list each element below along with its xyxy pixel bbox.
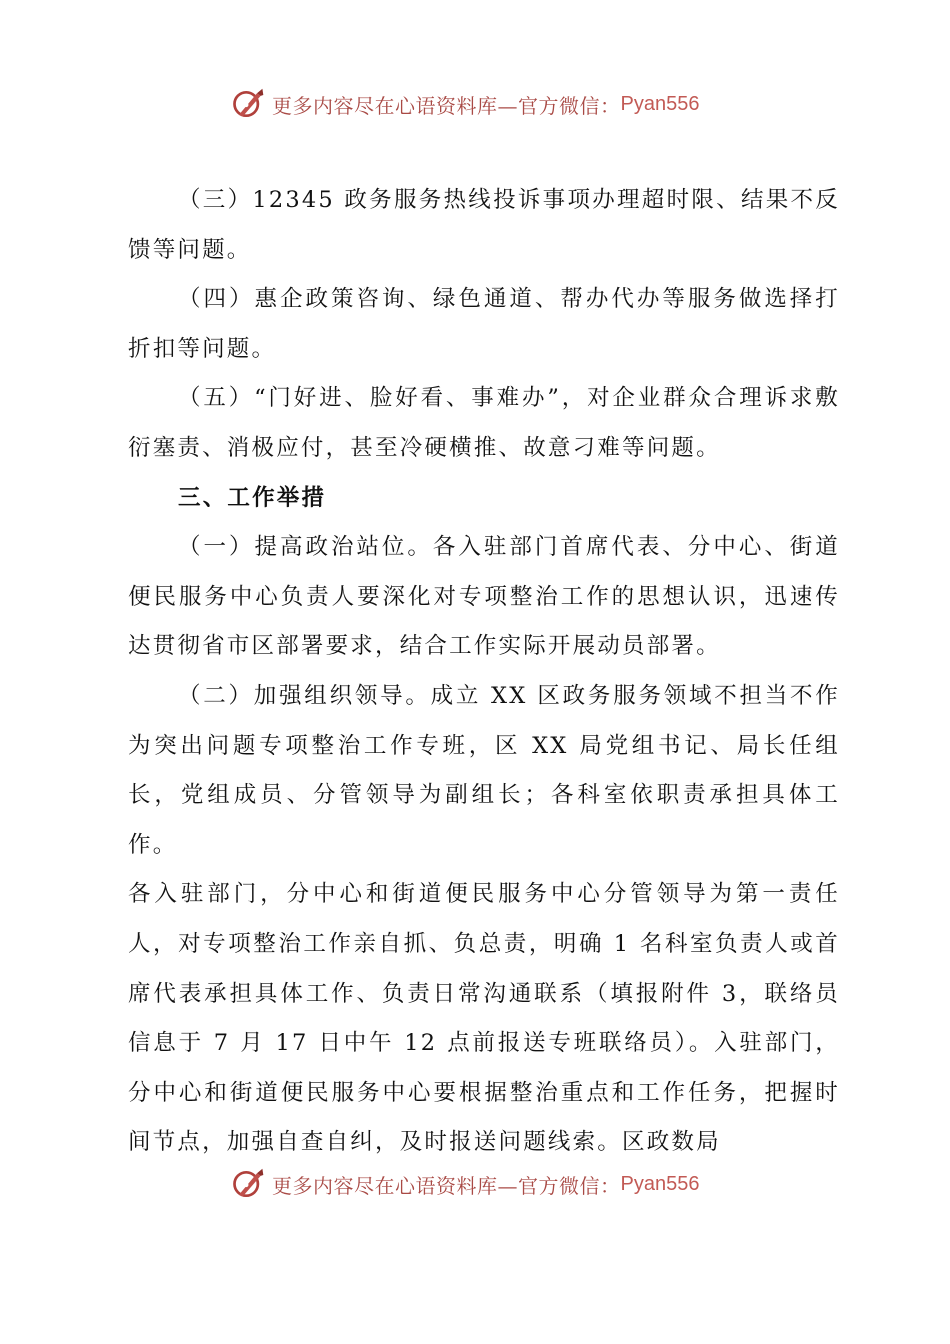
paragraph-item-4: （四）惠企政策咨询、绿色通道、帮办代办等服务做选择打折扣等问题。 (128, 286, 840, 362)
watermark-wechat-id: Pyan556 (620, 92, 700, 115)
paragraph-measure-2-continued: 各入驻部门，分中心和街道便民服务中心分管领导为第一责任人，对专项整治工作亲自抓、负总责，明确 1 名科室负责人或首席代表承担具体工作、负责日常沟通联系（填报附件 3，联络员信息于 7 月 17 日中午 12 点前报送专班联络员）。入驻部门，分中心和街道便民服务中心要根据整治重点和工作任务，把握时间节点，加强自查自纠，及时报送问题线索。区政数局 (128, 881, 840, 1156)
watermark-footer (230, 1164, 790, 1204)
paragraph-measure-1: （一）提高政治站位。各入驻部门首席代表、分中心、街道便民服务中心负责人要深化对专项整治工作的思想认识，迅速传达贯彻省市区部署要求，结合工作实际开展动员部署。 (128, 534, 840, 660)
watermark-text: 更多内容尽在心语资料库—官方微信： (272, 93, 621, 118)
paragraph-measure-2: （二）加强组织领导。成立 XX 区政务服务领域不担当不作为突出问题专项整治工作专班，区 XX 局党组书记、局长任组长，党组成员、分管领导为副组长；各科室依职责承担具体工作。 (128, 682, 840, 858)
watermark-header (230, 84, 790, 124)
section-heading-measures: 三、工作举措 (178, 484, 327, 511)
paragraph-item-3: （三）12345 政务服务热线投诉事项办理超时限、结果不反馈等问题。 (128, 187, 840, 263)
watermark-text: 更多内容尽在心语资料库—官方微信： (272, 1173, 621, 1198)
paragraph-item-5: （五）“门好进、脸好看、事难办”，对企业群众合理诉求敷衍塞责、消极应付，甚至冷硬横推、故意刁难等问题。 (128, 385, 840, 461)
pen-logo-icon (230, 86, 266, 122)
document-body (128, 176, 840, 1168)
pen-logo-icon (230, 1166, 266, 1202)
watermark-wechat-id: Pyan556 (620, 1172, 700, 1195)
